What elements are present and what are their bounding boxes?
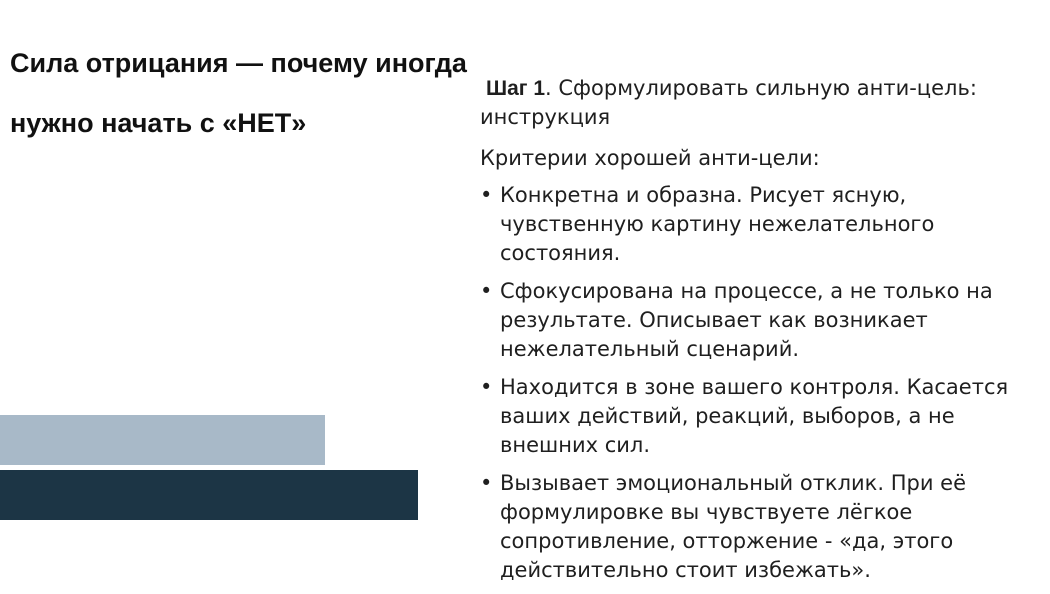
list-item	[480, 181, 1020, 268]
list-item	[480, 373, 1020, 460]
criteria-list	[480, 181, 1020, 585]
list-item-text: Сфокусирована на процессе, а не только на результате. Описывает как возникает нежелательный сценарий.	[500, 279, 993, 361]
step-heading	[480, 74, 1020, 132]
list-item-text: Находится в зоне вашего контроля. Касается ваших действий, реакций, выборов, а не внешних сил.	[500, 375, 1009, 457]
bullet-icon: •	[480, 375, 493, 399]
bullet-icon: •	[480, 471, 493, 495]
slide-title-line-1: Сила отрицания — почему иногда	[10, 48, 467, 78]
step-text: . Сформулировать сильную анти-цель: инструкция	[480, 76, 977, 129]
list-item-text: Вызывает эмоциональный отклик. При её формулировке вы чувствуете лёгкое сопротивление, отторжение - «да, этого действительно стоит избежать».	[500, 471, 966, 582]
slide-title	[10, 33, 480, 153]
content-block	[480, 74, 1020, 594]
list-item-text: Конкретна и образна. Рисует ясную, чувственную картину нежелательного состояния.	[500, 183, 935, 265]
decorative-bar-light	[0, 415, 325, 465]
slide-title-line-2: нужно начать с «НЕТ»	[10, 108, 307, 138]
step-label: Шаг 1	[486, 77, 546, 100]
bullet-icon: •	[480, 183, 493, 207]
criteria-heading: Критерии хорошей анти-цели:	[480, 146, 820, 170]
bullet-icon: •	[480, 279, 493, 303]
list-item	[480, 277, 1020, 364]
decorative-bar-dark	[0, 470, 418, 520]
list-item	[480, 469, 1020, 585]
